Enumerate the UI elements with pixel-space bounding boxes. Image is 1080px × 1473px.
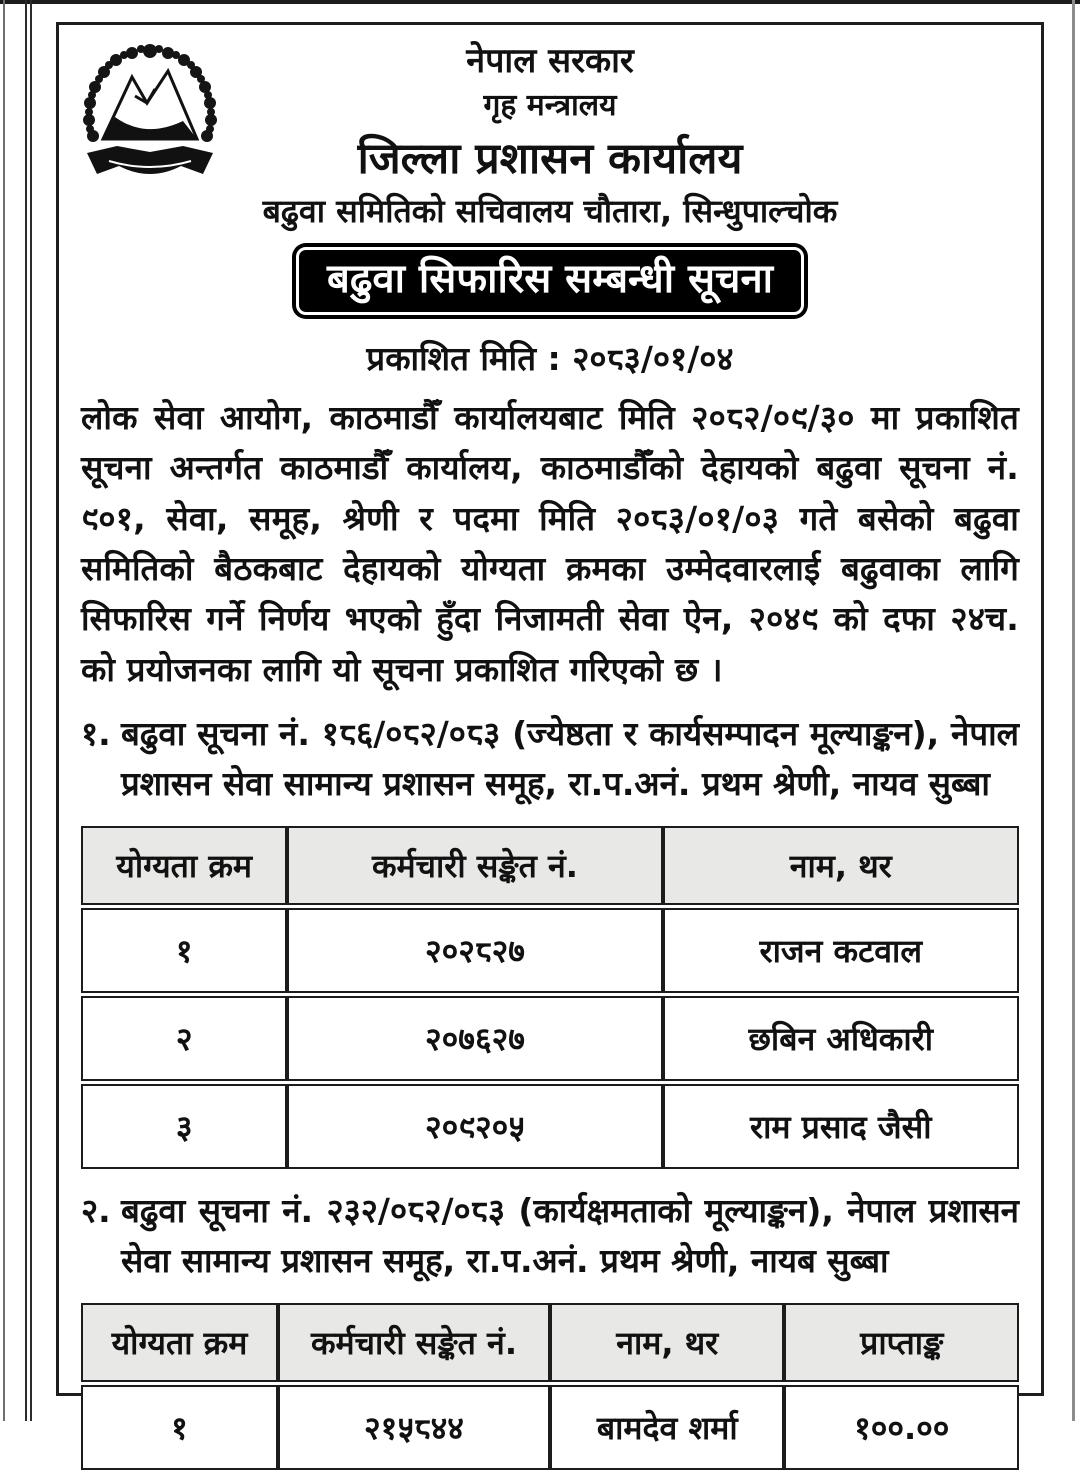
column-header: कर्मचारी सङ्केत नं.: [287, 826, 662, 905]
table-row: [81, 1385, 1019, 1470]
list-item-1: [81, 709, 1019, 808]
name-cell: राम प्रसाद जैसी: [663, 1084, 1019, 1169]
scan-left-rule-inner-1: [25, 0, 27, 1421]
rank-cell: १: [81, 1385, 278, 1470]
rank-cell: २: [81, 996, 287, 1081]
notice-body-paragraph: लोक सेवा आयोग, काठमाडौँ कार्यालयबाट मिति २०८२/०९/३० मा प्रकाशित सूचना अन्तर्गत काठमाडौँ कार्यालय, काठमाडौँको देहायको बढुवा सूचना नं. ९०१, सेवा, समूह, श्रेणी र पदमा मिति २०८३/०१/०३ गते बसेको बढुवा समितिको बैठकबाट देहायको योग्यता क्रमका उम्मेदवारलाई बढुवाका लागि सिफारिस गर्ने निर्णय भएको हुँदा निजामती सेवा ऐन, २०४९ को दफा २४च. को प्रयोजनका लागि यो सूचना प्रकाशित गरिएको छ ।: [81, 397, 1019, 689]
employee-code-cell: २०७६२७: [287, 996, 662, 1081]
table-header-row: [81, 1303, 1019, 1382]
column-header: प्राप्ताङ्क: [784, 1303, 1019, 1382]
table-row: [81, 908, 1019, 993]
scan-top-rule: [0, 0, 1080, 4]
notice-banner: [292, 243, 808, 319]
employee-code-cell: २०९२०५: [287, 1084, 662, 1169]
column-header: कर्मचारी सङ्केत नं.: [278, 1303, 550, 1382]
list-item-1-number: १.: [81, 714, 111, 754]
list-item-1-text: बढुवा सूचना नं. १८६/०८२/०८३ (ज्येष्ठता र कार्यसम्पादन मूल्याङ्कन), नेपाल प्रशासन सेवा सामान्य प्रशासन समूह, रा.प.अनं. प्रथम श्रेणी, नायव सुब्बा: [121, 714, 1019, 803]
rank-cell: ३: [81, 1084, 287, 1169]
published-date: प्रकाशित मिति : २०८३/०१/०४: [366, 338, 734, 378]
notice-banner-title: बढुवा सिफारिस सम्बन्धी सूचना: [296, 247, 804, 315]
name-cell: राजन कटवाल: [663, 908, 1019, 993]
rank-cell: १: [81, 908, 287, 993]
table-row: [81, 996, 1019, 1081]
column-header: नाम, थर: [550, 1303, 785, 1382]
employee-code-cell: २०२८२७: [287, 908, 662, 993]
promotion-table-2: [81, 1300, 1019, 1473]
list-item-2-text: बढुवा सूचना नं. २३२/०८२/०८३ (कार्यक्षमताको मूल्याङ्कन), नेपाल प्रशासन सेवा सामान्य प्रशासन समूह, रा.प.अनं. प्रथम श्रेणी, नायब सुब्बा: [121, 1191, 1019, 1280]
name-cell: बामदेव शर्मा: [550, 1385, 785, 1470]
secretariat-line: बढुवा समितिको सचिवालय चौतारा, सिन्धुपाल्चोक: [262, 191, 838, 230]
column-header: नाम, थर: [663, 826, 1019, 905]
name-cell: छबिन अधिकारी: [663, 996, 1019, 1081]
column-header: योग्यता क्रम: [81, 1303, 278, 1382]
office-title: जिल्ला प्रशासन कार्यालय: [357, 134, 743, 185]
scan-left-rule-outer: [3, 0, 5, 1421]
list-item-2-number: २.: [81, 1191, 111, 1231]
table-header-row: [81, 826, 1019, 905]
promotion-table-1: [81, 823, 1019, 1172]
scan-right-rule: [1072, 0, 1075, 1421]
score-cell: १००.००: [784, 1385, 1019, 1470]
nepal-coat-of-arms-icon: [75, 41, 225, 196]
notice-frame: [56, 22, 1044, 1448]
column-header: योग्यता क्रम: [81, 826, 287, 905]
employee-code-cell: २१५८४४: [278, 1385, 550, 1470]
scan-left-rule-inner-2: [30, 0, 32, 1421]
table-row: [81, 1084, 1019, 1169]
ministry-title: गृह मन्त्रालय: [483, 88, 617, 124]
list-item-2: [81, 1186, 1019, 1285]
gov-title: नेपाल सरकार: [466, 41, 634, 81]
